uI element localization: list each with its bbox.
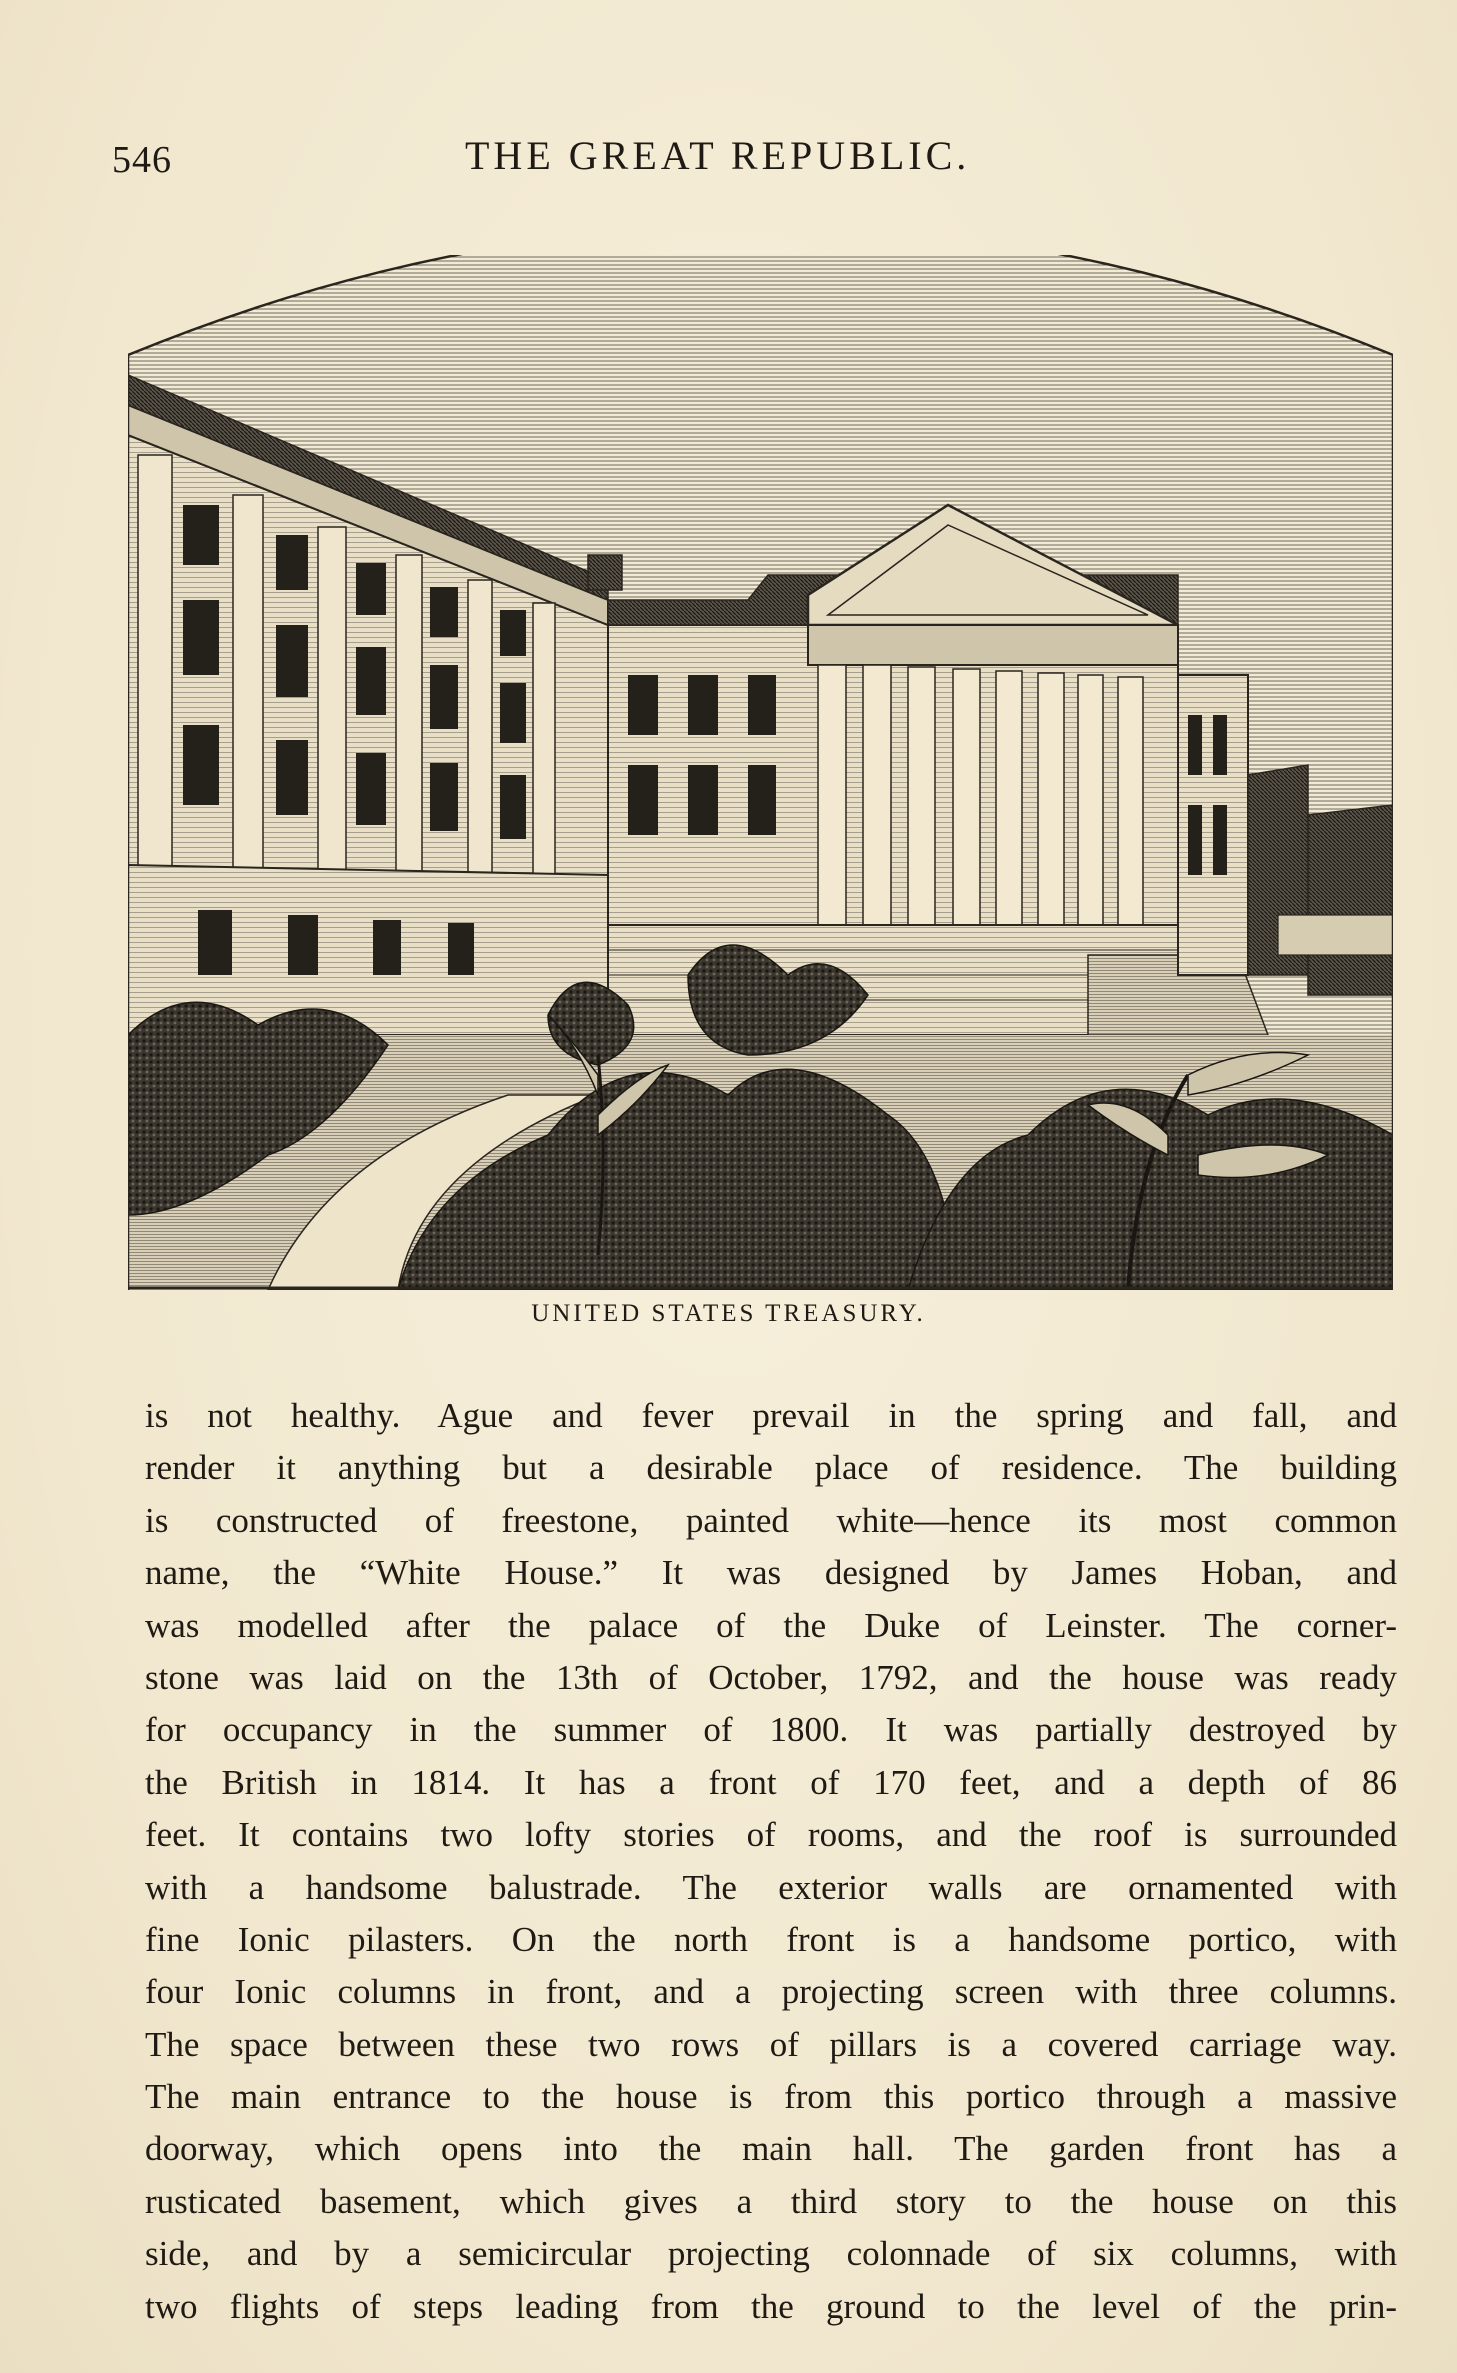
text-line: with a handsome balustrade. The exterior walls are ornamented with: [145, 1867, 1397, 1907]
text-line: side, and by a semicircular projecting colonnade of six columns, with: [145, 2234, 1397, 2274]
text-line: two flights of steps leading from the ground to the level of the prin-: [145, 2286, 1397, 2326]
text-line: is constructed of freestone, painted white—hence its most common: [145, 1500, 1397, 1540]
figure-caption: UNITED STATES TREASURY.: [531, 1300, 926, 1327]
text-line: is not healthy. Ague and fever prevail in the spring and fall, and: [145, 1396, 1397, 1435]
portico-columns: [818, 665, 1143, 925]
text-line: rusticated basement, which gives a third story to the house on this: [145, 2181, 1397, 2221]
running-title: THE GREAT REPUBLIC.: [465, 133, 971, 178]
treasury-engraving: [128, 255, 1393, 1290]
engraving-illustration: [128, 255, 1393, 1290]
text-line: render it anything but a desirable place of residence. The building: [145, 1448, 1397, 1488]
text-line: four Ionic columns in front, and a projecting screen with three columns.: [145, 1972, 1397, 2012]
text-line: stone was laid on the 13th of October, 1792, and the house was ready: [145, 1657, 1397, 1697]
text-line: the British in 1814. It has a front of 170 feet, and a depth of 86: [145, 1762, 1397, 1802]
body-paragraph: [145, 1390, 1397, 2333]
text-line: feet. It contains two lofty stories of rooms, and the roof is surrounded: [145, 1815, 1397, 1855]
page-number: 546: [112, 139, 172, 181]
text-line: name, the “White House.” It was designed by James Hoban, and: [145, 1553, 1397, 1593]
text-line: The main entrance to the house is from this portico through a massive: [145, 2077, 1397, 2117]
text-line: was modelled after the palace of the Duke of Leinster. The corner-: [145, 1605, 1397, 1645]
text-line: for occupancy in the summer of 1800. It was partially destroyed by: [145, 1710, 1397, 1750]
text-line: fine Ionic pilasters. On the north front is a handsome portico, with: [145, 1919, 1397, 1959]
text-line: The space between these two rows of pillars is a covered carriage way.: [145, 2024, 1397, 2064]
text-line: doorway, which opens into the main hall. The garden front has a: [145, 2129, 1397, 2169]
